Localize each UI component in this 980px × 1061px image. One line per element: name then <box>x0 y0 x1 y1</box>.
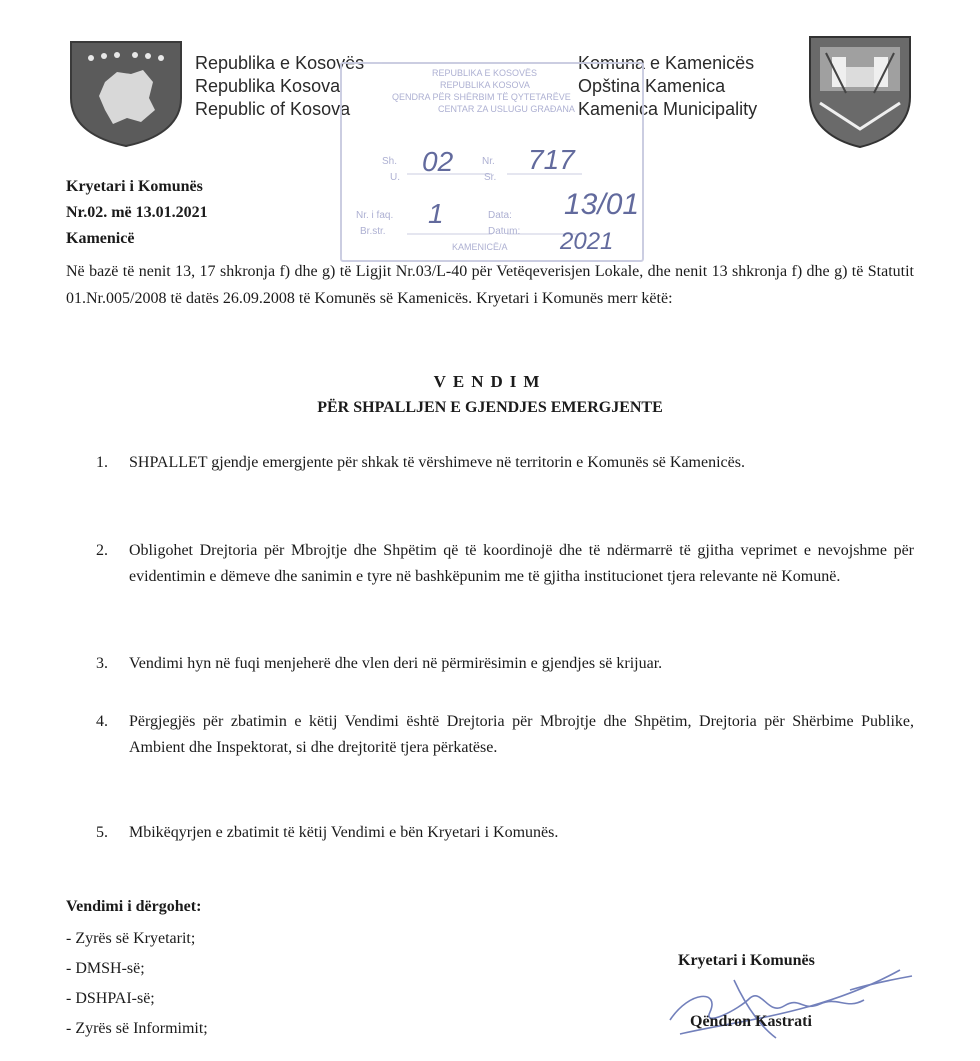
stamp-line-3: QENDRA PËR SHËRBIM TË QYTETARËVE <box>392 92 571 102</box>
signatory-title: Kryetari i Komunës <box>678 952 815 969</box>
stamp-line-4: CENTAR ZA USLUGU GRAĐANA <box>438 104 575 114</box>
stamp-sr-label: Sr. <box>484 172 497 183</box>
stamp-sh-label: Sh. <box>382 156 398 167</box>
header-municipality-name-albanian: Komuna e Kamenicës <box>578 53 755 73</box>
decision-item-text: Vendimi hyn në fuqi menjeherë dhe vlen deri në përmirësimin e gjendjes së krijuar. <box>129 655 663 672</box>
stamp-pages-value: 1 <box>428 198 444 229</box>
distribution-title: Vendimi i dërgohet: <box>66 898 202 915</box>
header-country-names <box>195 52 364 121</box>
stamp-line-1: REPUBLIKA E KOSOVËS <box>432 68 538 78</box>
decision-item <box>96 820 914 846</box>
decision-item <box>96 709 914 761</box>
decision-item <box>96 450 914 476</box>
stamp-date-value: 13/01 <box>564 188 640 221</box>
document-place: Kamenicë <box>66 230 135 247</box>
stamp-year-value: 2021 <box>560 228 614 255</box>
decision-item-text: Obligohet Drejtoria për Mbrojtje dhe Shpëtim që të koordinojë dhe të ndërmarrë të gjitha veprimet e nevojshme për evidentimin e dëmeve dhe sanimin e tyre në bashkëpunim me të gjitha institucionet tjera relevante në Komunë. <box>129 542 914 585</box>
list-item: - DSHPAI-së; <box>66 990 155 1007</box>
header-municipality-name-serbian: Opština Kamenica <box>578 76 726 96</box>
decision-item <box>96 538 914 590</box>
stamp-br-str-label: Br.str. <box>360 226 386 237</box>
decision-item-text: SHPALLET gjendje emergjente për shkak të vërshimeve në territorin e Komunës së Kamenicës. <box>129 454 745 471</box>
decision-title: VENDIM <box>433 372 547 391</box>
decision-item-number: 4. <box>96 713 108 730</box>
header-country-name-english: Republic of Kosova <box>195 99 351 119</box>
decision-subtitle: PËR SHPALLJEN E GJENDJES EMERGJENTE <box>317 399 663 416</box>
stamp-date-label: Data: <box>488 210 512 221</box>
registration-stamp <box>340 62 644 262</box>
kamenica-coat-of-arms-icon <box>806 33 914 151</box>
list-item: - Zyrës së Informimit; <box>66 1020 208 1037</box>
stamp-nr-label: Nr. <box>482 156 495 167</box>
list-item: - Zyrës së Kryetarit; <box>66 930 196 947</box>
stamp-city: KAMENICË/A <box>452 242 508 252</box>
stamp-line-2: REPUBLIKA KOSOVA <box>440 80 530 90</box>
stamp-u-label: U. <box>390 172 400 183</box>
list-item: - DMSH-së; <box>66 960 145 977</box>
decision-item-number: 1. <box>96 454 108 471</box>
legal-basis-paragraph: Në bazë të nenit 13, 17 shkronja f) dhe g) të Ligjit Nr.03/L-40 për Vetëqeverisjen Lokale, dhe nenit 13 shkronja f) dhe g) të Statutit 01.Nr.005/2008 të datës 26.09.2008 të Komunës së Kamenicës. Kryetari i Komunës merr këtë: <box>66 263 914 307</box>
distribution-list <box>66 924 208 1044</box>
stamp-nr-value: 717 <box>528 144 575 175</box>
document-reference <box>66 174 208 252</box>
decision-item-text: Mbikëqyrjen e zbatimit të këtij Vendimi e bën Kryetari i Komunës. <box>129 824 559 841</box>
stamp-datum-label: Datum: <box>488 226 521 237</box>
stamp-sh-value: 02 <box>422 146 454 177</box>
decision-item-number: 2. <box>96 542 108 559</box>
issuing-office: Kryetari i Komunës <box>66 178 203 195</box>
header-country-name-serbian: Republika Kosova <box>195 76 341 96</box>
document-number-date: Nr.02. më 13.01.2021 <box>66 204 208 221</box>
header-municipality-name-english: Kamenica Municipality <box>578 99 758 119</box>
signatory-name: Qëndron Kastrati <box>690 1013 812 1030</box>
decision-item-number: 5. <box>96 824 108 841</box>
decision-item-number: 3. <box>96 655 108 672</box>
decision-item-text: Përgjegjës për zbatimin e këtij Vendimi është Drejtoria për Mbrojtje dhe Shpëtim, Drejtoria për Shërbime Publike, Ambient dhe Inspektorat, si dhe drejtoritë tjera përkatëse. <box>129 713 914 756</box>
stamp-pages-label: Nr. i faq. <box>356 210 394 221</box>
header-country-name-albanian: Republika e Kosovës <box>195 53 365 73</box>
decision-item <box>96 651 914 677</box>
kosovo-coat-of-arms-icon <box>65 38 187 148</box>
